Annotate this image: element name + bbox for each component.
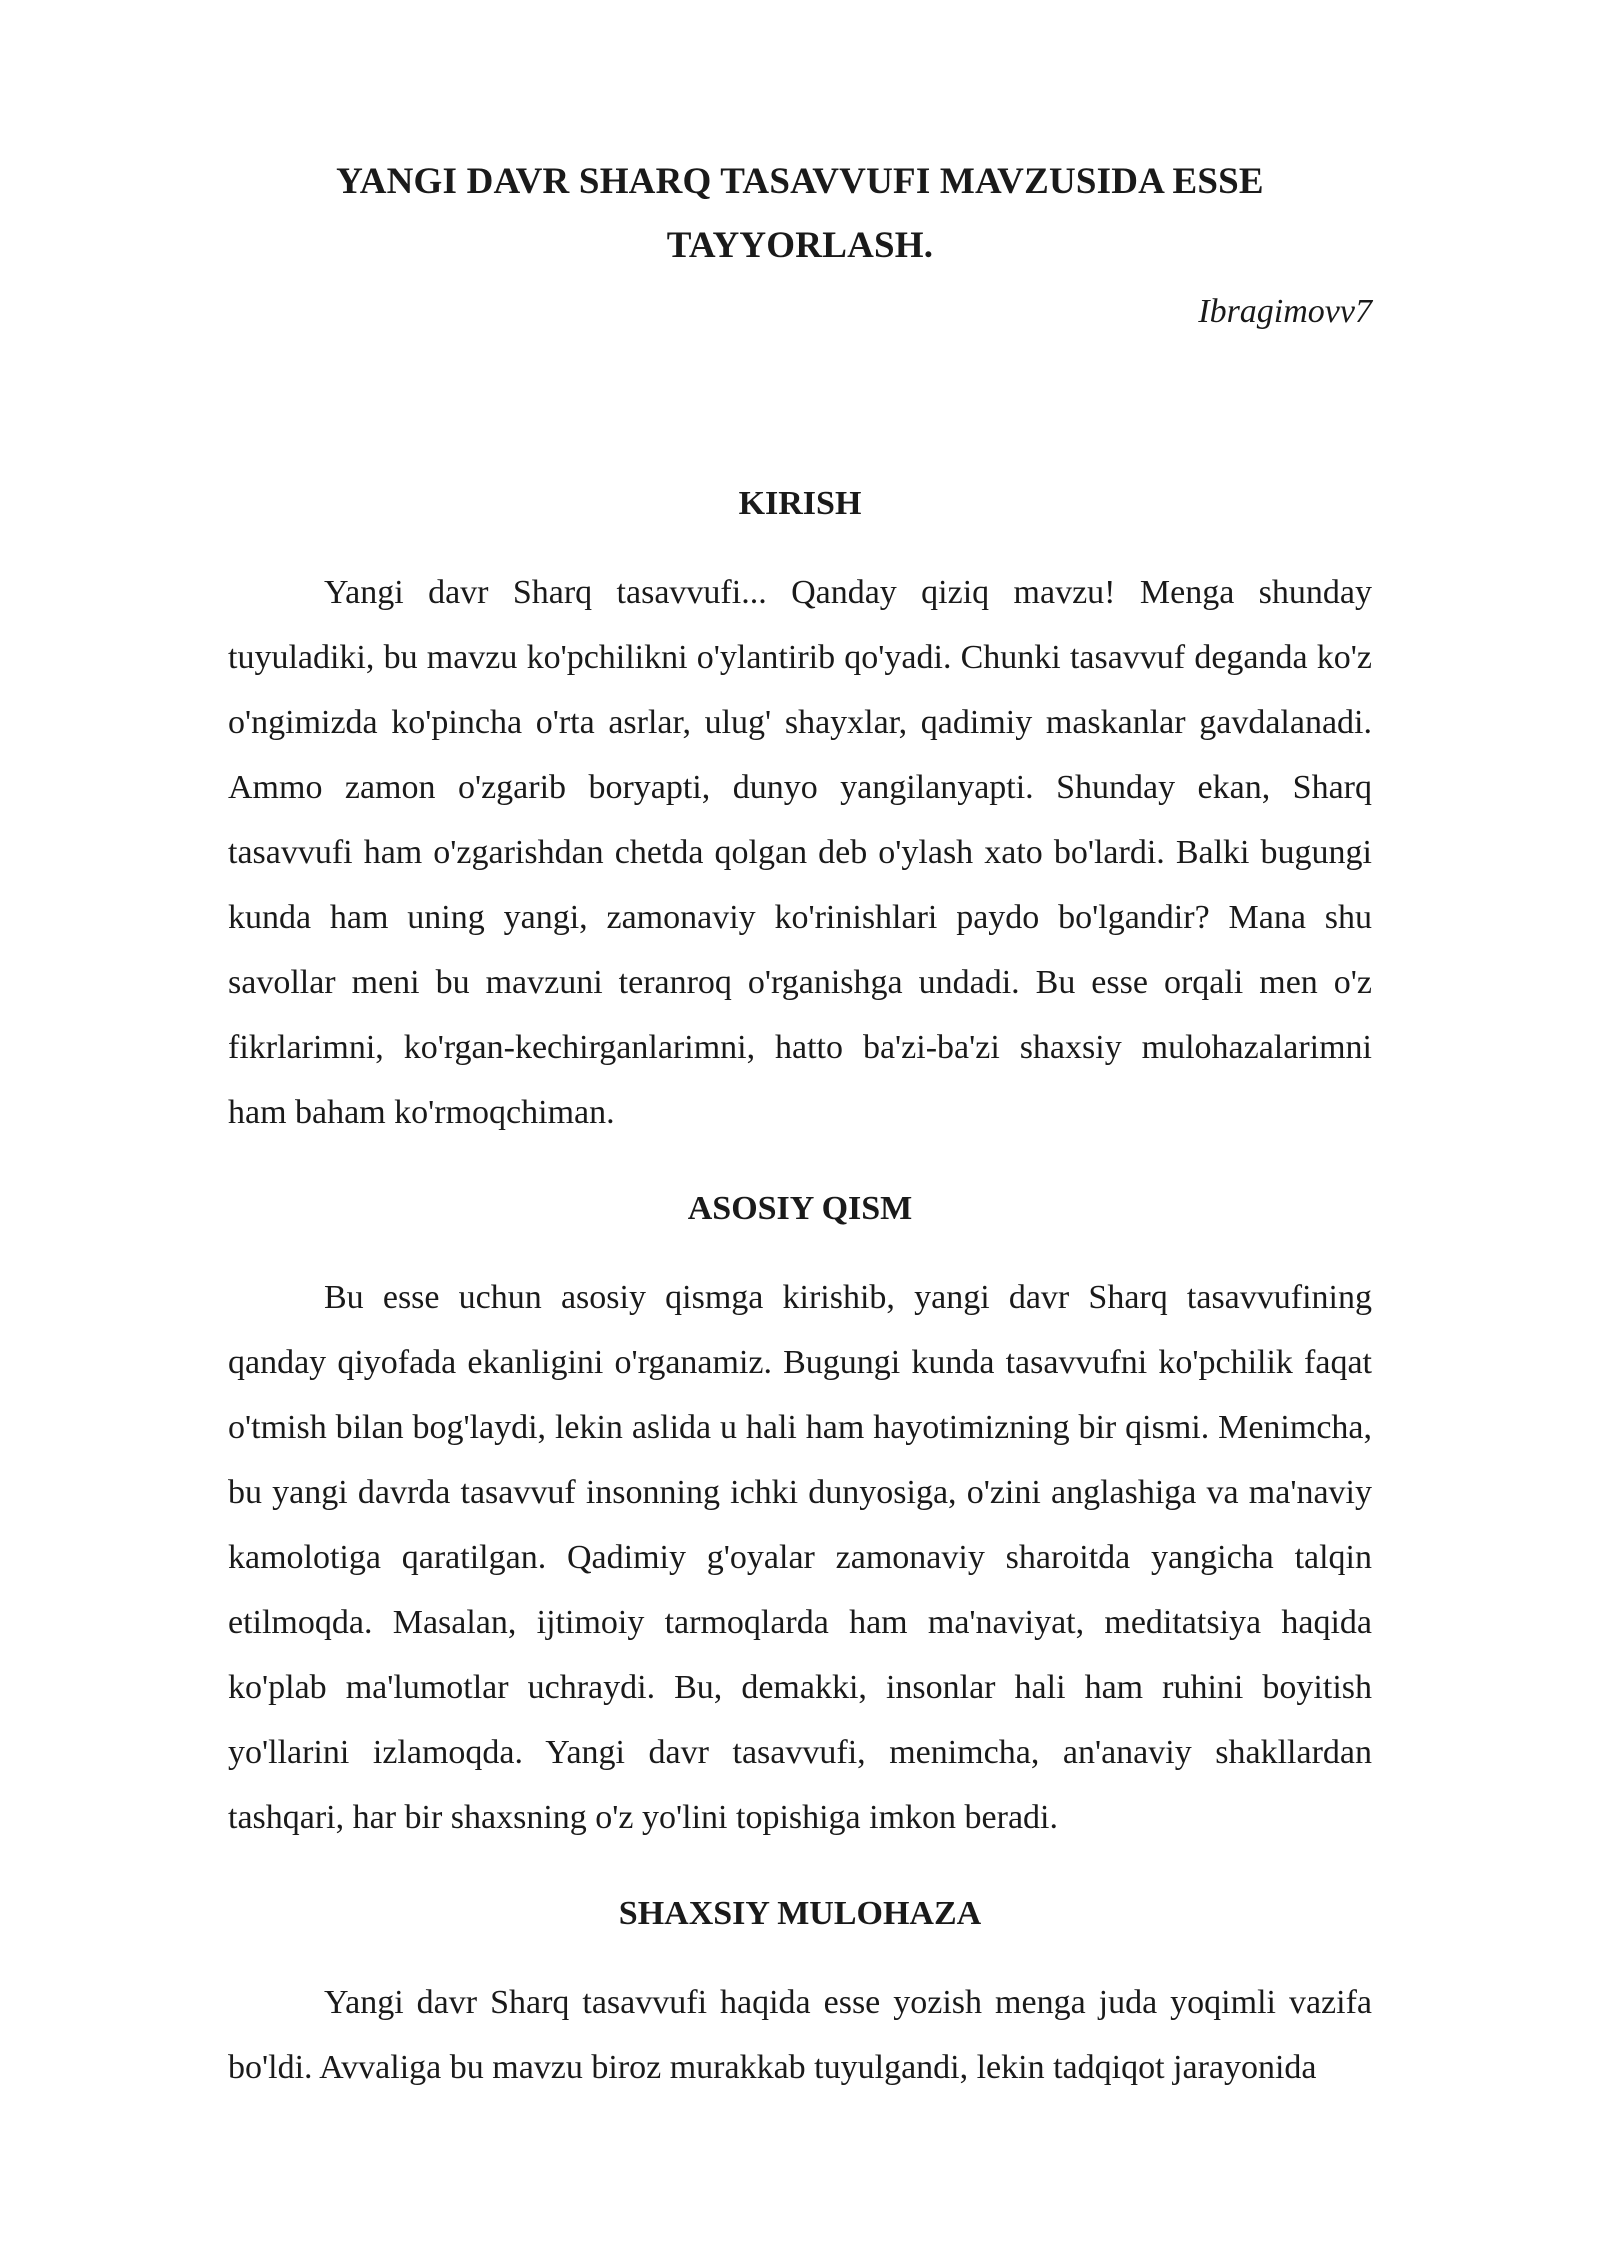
paragraph-kirish: Yangi davr Sharq tasavvufi... Qanday qiziq mavzu! Menga shunday tuyuladiki, bu mavzu ko'pchilikni o'ylantirib qo'yadi. Chunki tasavvuf deganda ko'z o'ngimizda ko'pincha o'rta asrlar, ulug' shayxlar, qadimiy maskanlar gavdalanadi. Ammo zamon o'zgarib boryapti, dunyo yangilanyapti. Shunday ekan, Sharq tasavvufi ham o'zgarishdan chetda qolgan deb o'ylash xato bo'lardi. Balki bugungi kunda ham uning yangi, zamonaviy ko'rinishlari paydo bo'lgandir? Mana shu savollar meni bu mavzuni teranroq o'rganishga undadi. Bu esse orqali men o'z fikrlarimni, ko'rgan-kechirganlarimni, hatto ba'zi-ba'zi shaxsiy mulohazalarimni ham baham ko'rmoqchiman.: [228, 574, 1372, 1131]
author-name: Ibragimovv7: [1198, 293, 1372, 330]
section-heading-kirish: KIRISH: [738, 485, 862, 522]
document-title: [228, 150, 1372, 278]
document-title-line-1: YANGI DAVR SHARQ TASAVVUFI MAVZUSIDA ESSE: [336, 161, 1264, 202]
document-title-line-2: TAYYORLASH.: [666, 225, 934, 266]
section-heading-asosiy-qism: ASOSIY QISM: [687, 1190, 913, 1227]
section-heading-shaxsiy-mulohaza: SHAXSIY MULOHAZA: [618, 1895, 982, 1932]
paragraph-asosiy-qism: Bu esse uchun asosiy qismga kirishib, yangi davr Sharq tasavvufining qanday qiyofada ekanligini o'rganamiz. Bugungi kunda tasavvufni ko'pchilik faqat o'tmish bilan bog'laydi, lekin aslida u hali ham hayotimizning bir qismi. Menimcha, bu yangi davrda tasavvuf insonning ichki dunyosiga, o'zini anglashiga va ma'naviy kamolotiga qaratilgan. Qadimiy g'oyalar zamonaviy sharoitda yangicha talqin etilmoqda. Masalan, ijtimoiy tarmoqlarda ham ma'naviyat, meditatsiya haqida ko'plab ma'lumotlar uchraydi. Bu, demakki, insonlar hali ham ruhini boyitish yo'llarini izlamoqda. Yangi davr tasavvufi, menimcha, an'anaviy shakllardan tashqari, har bir shaxsning o'z yo'lini topishiga imkon beradi.: [228, 1279, 1372, 1836]
paragraph-shaxsiy-mulohaza: Yangi davr Sharq tasavvufi haqida esse yozish menga juda yoqimli vazifa bo'ldi. Avvaliga bu mavzu biroz murakkab tuyulgandi, lekin tadqiqot jarayonida: [228, 1984, 1372, 2086]
